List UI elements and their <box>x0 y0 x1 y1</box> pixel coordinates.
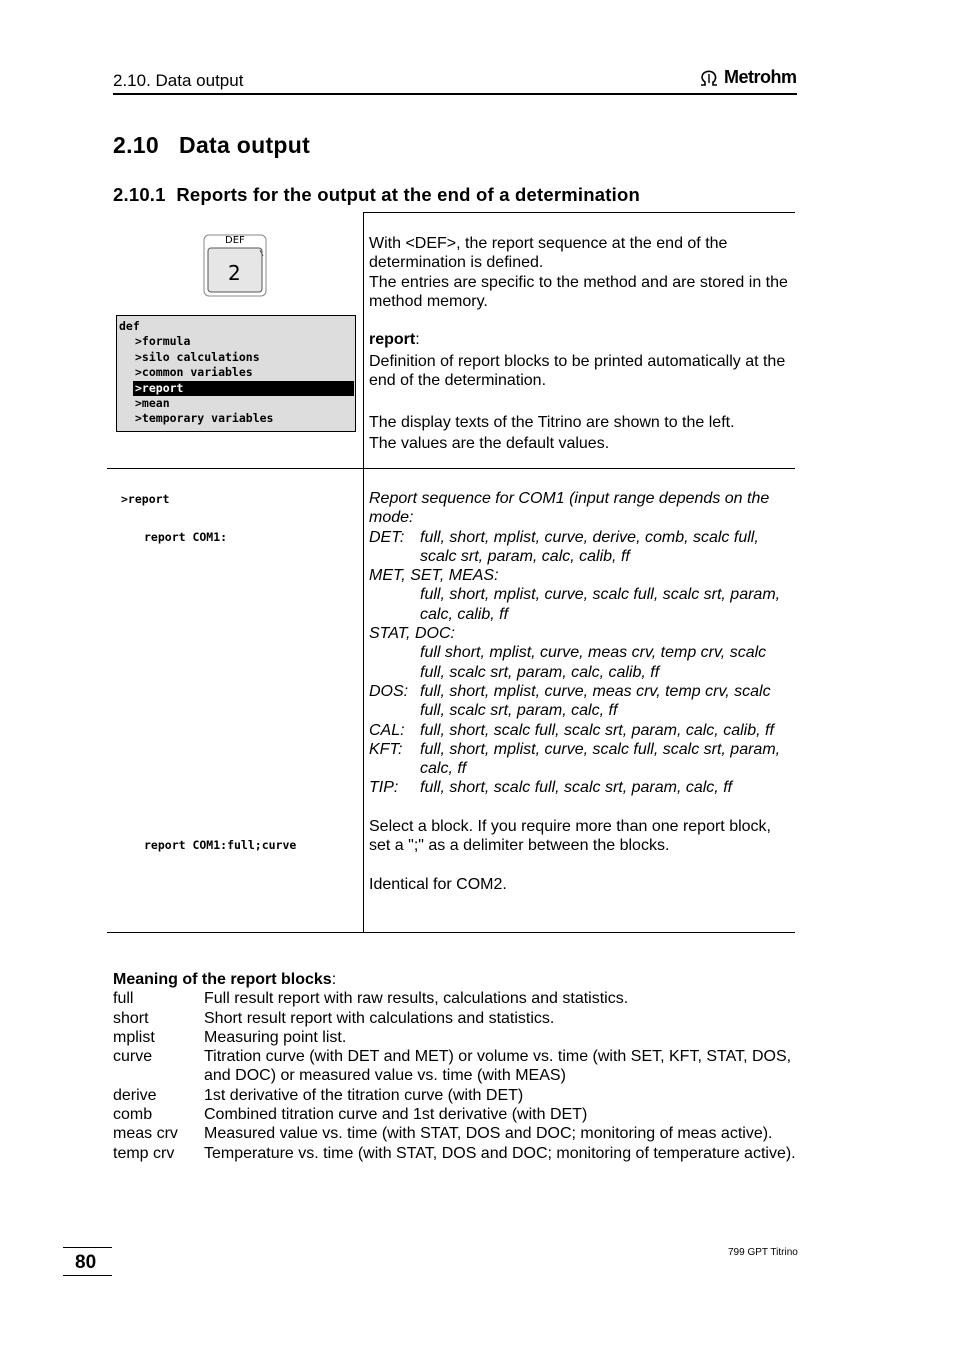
display-note: The display texts of the Titrino are shown to the left. <box>369 414 735 432</box>
mode-values: full, short, mplist, curve, derive, comb, scalc full, scalc srt, param, calc, calib, ff <box>420 528 759 565</box>
display-report-com1: report COM1: <box>144 530 228 544</box>
block-key: derive <box>113 1086 157 1104</box>
brand-name: Metrohm <box>724 67 797 87</box>
list-item <box>113 1028 797 1047</box>
footer-rule-bottom <box>63 1275 112 1276</box>
blocks-heading-colon: : <box>331 971 337 988</box>
mode-label: MET, SET, MEAS: <box>369 567 499 585</box>
block-desc: Full result report with raw results, calculations and statistics. <box>204 990 629 1008</box>
sequence-heading: Report sequence for COM1 (input range depends on the mode: <box>369 490 770 527</box>
com2-note: Identical for COM2. <box>369 875 507 893</box>
list-item <box>113 989 797 1008</box>
lcd-item-common-variables: >common variables <box>135 365 253 380</box>
default-note: The values are the default values. <box>369 435 610 453</box>
block-key: meas crv <box>113 1125 178 1143</box>
mode-label: DOS: <box>369 682 409 700</box>
blocks-heading-text: Meaning of the report blocks <box>113 971 332 988</box>
table-top-rule <box>363 212 795 213</box>
report-term: report <box>369 331 416 349</box>
mode-values: full, short, mplist, curve, meas crv, temp crv, scalc full, scalc srt, param, calc, ff <box>420 682 771 720</box>
block-desc: Short result report with calculations and statistics. <box>204 1009 555 1027</box>
brand-logo <box>698 67 797 88</box>
lcd-item-temporary-variables: >temporary variables <box>135 411 274 426</box>
lcd-item-report-selected: >report <box>133 381 354 396</box>
mode-row <box>369 528 789 567</box>
block-key: comb <box>113 1106 153 1124</box>
list-item <box>113 1086 797 1105</box>
block-desc: Temperature vs. time (with STAT, DOS and DOC; monitoring of temperature active). <box>204 1144 796 1162</box>
mode-row <box>369 682 789 721</box>
lcd-title: def <box>119 319 140 333</box>
mode-values: full, short, mplist, curve, scalc full, scalc srt, param, calc, calib, ff <box>420 586 781 623</box>
list-item <box>113 1105 797 1124</box>
mode-values: full short, mplist, curve, meas crv, temp crv, scalc full, scalc srt, param, calc, calib, ff <box>420 644 767 681</box>
intro-text <box>369 234 794 454</box>
block-key: mplist <box>113 1028 155 1046</box>
mode-values: full, short, scalc full, scalc srt, param, calc, ff <box>420 779 733 797</box>
block-desc: Measuring point list. <box>204 1028 347 1046</box>
report-blocks-list <box>113 970 797 1163</box>
section-subtitle: 2.10.1 Reports for the output at the end of a determination <box>113 184 640 205</box>
list-item <box>113 1047 797 1086</box>
lcd-item-mean: >mean <box>135 395 170 410</box>
mode-label: KFT: <box>369 740 403 758</box>
block-desc: 1st derivative of the titration curve (with DET) <box>204 1086 524 1104</box>
lcd-item-silo-calculations: >silo calculations <box>135 349 260 364</box>
mode-values: full, short, scalc full, scalc srt, param, calc, calib, ff <box>420 721 774 739</box>
mode-values: full, short, mplist, curve, scalc full, scalc srt, param, calc, ff <box>420 740 781 778</box>
report-colon: : <box>415 331 420 349</box>
block-key: short <box>113 1009 149 1027</box>
header-rule <box>113 93 797 95</box>
table-divider-1 <box>363 212 364 469</box>
table-bottom-rule <box>107 932 795 933</box>
page-title: 2.10 Data output <box>113 132 311 158</box>
mode-row <box>369 721 789 740</box>
select-note: Select a block. If you require more than one report block, set a ";" as a delimiter between the blocks. <box>369 818 771 855</box>
mode-row <box>369 740 789 779</box>
lcd-item-formula: >formula <box>135 334 191 349</box>
lcd-menu <box>116 315 356 432</box>
table-mid-rule <box>107 468 795 469</box>
footer-rule-top <box>63 1247 112 1248</box>
block-key: full <box>113 990 134 1008</box>
list-item <box>113 1124 797 1143</box>
report-definition: Definition of report blocks to be printed automatically at the end of the determination. <box>369 352 786 390</box>
report-sequence <box>369 489 789 894</box>
display-report: >report <box>121 492 170 506</box>
mode-row <box>369 778 789 797</box>
page-number: 80 <box>75 1252 97 1273</box>
table-divider-2 <box>363 469 364 932</box>
mode-label: CAL: <box>369 721 405 739</box>
intro-paragraph: The entries are specific to the method and are stored in the method memory. <box>369 273 788 310</box>
def-key-number: 2 <box>228 261 241 285</box>
display-report-com1-full: report COM1:full;curve <box>144 838 297 852</box>
intro-paragraph: With <DEF>, the report sequence at the end of the determination is defined. <box>369 235 728 272</box>
block-desc: Combined titration curve and 1st derivative (with DET) <box>204 1106 588 1124</box>
omega-logo-icon <box>698 69 720 87</box>
running-header: 2.10. Data output <box>113 71 244 90</box>
def-key-label: DEF <box>225 235 245 246</box>
def-key <box>203 234 267 297</box>
mode-label: DET: <box>369 528 405 546</box>
list-item <box>113 1144 797 1163</box>
mode-label: TIP: <box>369 779 399 797</box>
block-desc: Titration curve (with DET and MET) or volume vs. time (with SET, KFT, STAT, DOS, and DOC) or measured value vs. time (with MEAS) <box>204 1048 792 1085</box>
report-definition-heading <box>369 330 794 349</box>
block-key: temp crv <box>113 1144 175 1162</box>
blocks-heading <box>113 970 797 989</box>
block-desc: Measured value vs. time (with STAT, DOS and DOC; monitoring of meas active). <box>204 1125 773 1143</box>
product-name: 799 GPT Titrino <box>728 1247 798 1258</box>
mode-label: STAT, DOC: <box>369 625 455 643</box>
block-key: curve <box>113 1048 153 1066</box>
list-item <box>113 1009 797 1028</box>
